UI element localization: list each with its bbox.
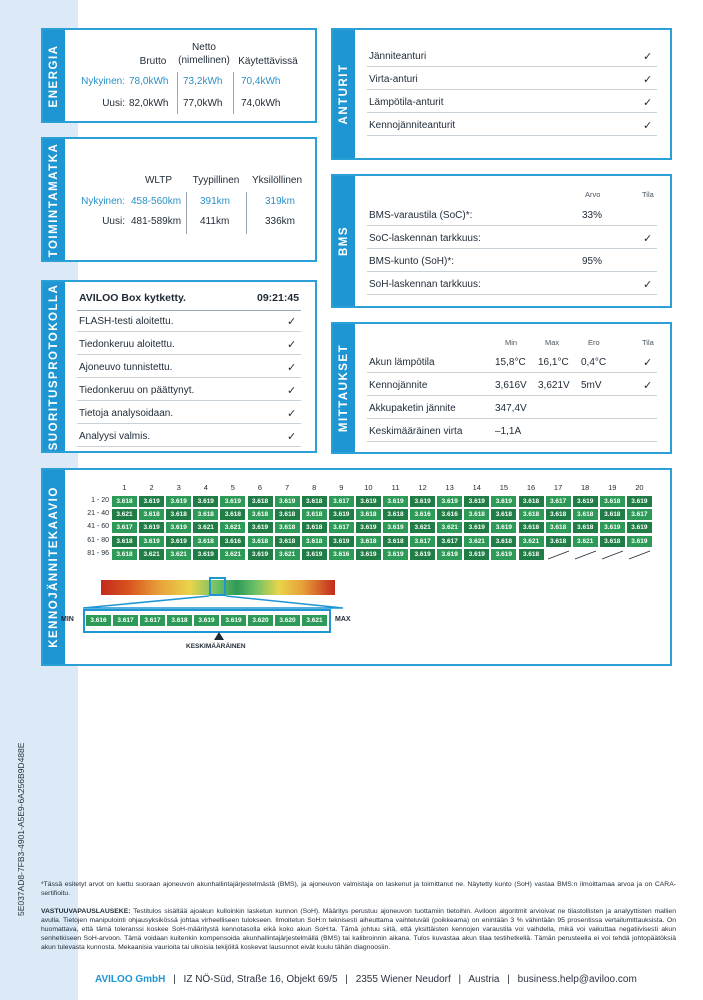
mittaukset-col-ero: Ero [588, 338, 600, 347]
bms-row-value: 95% [582, 256, 603, 267]
heatmap-cell: 3.619 [329, 509, 354, 520]
toimintamatka-new-wltp: 481-589km [131, 216, 182, 227]
energia-new-brutto: 82,0kWh [129, 98, 169, 109]
heatmap-cell: 3.618 [519, 496, 544, 507]
suoritusprotokolla-panel [41, 280, 317, 453]
scale-max-label: MAX [335, 616, 351, 623]
toimintamatka-new-tyypillinen: 411km [200, 216, 230, 227]
anturit-tab [333, 30, 355, 158]
protocol-row-divider [77, 446, 301, 447]
heatmap-cell: 3.617 [546, 496, 571, 507]
heatmap-cell: 3.619 [437, 496, 462, 507]
heatmap-cell: 3.619 [464, 549, 489, 560]
heatmap-cell: 3.618 [464, 509, 489, 520]
heatmap-cell: 3.619 [383, 549, 408, 560]
heatmap-cell: 3.619 [600, 522, 625, 533]
protocol-row-divider [77, 377, 301, 378]
protocol-item-label: FLASH-testi aloitettu. [79, 316, 174, 327]
heatmap-cell: 3.618 [220, 509, 245, 520]
heatmap-cell: 3.619 [193, 496, 218, 507]
protocol-row-divider [77, 400, 301, 401]
heatmap-cell: 3.618 [356, 509, 381, 520]
energia-panel [41, 28, 317, 123]
mittaukset-col-max: Max [545, 338, 560, 347]
bms-row-label: BMS-kunto (SoH)*: [369, 256, 455, 267]
heatmap-cell: 3.619 [410, 496, 435, 507]
heatmap-cell: 3.618 [356, 536, 381, 547]
toimintamatka-row-new-label: Uusi: [102, 216, 125, 227]
footer-contact-line: AVILOO GmbH | IZ NÖ-Süd, Straße 16, Objekt 69/5 | 2355 Wiener Neudorf | Austria | business.help@aviloo.com [95, 974, 637, 985]
heatmap-cell: 3.618 [383, 536, 408, 547]
heatmap-cell: 3.618 [275, 522, 300, 533]
energia-divider [233, 72, 234, 114]
scale-min-label: MIN [61, 616, 74, 623]
heatmap-column-number: 8 [312, 483, 317, 492]
bms-title: BMS [338, 225, 350, 257]
check-icon: ✓ [287, 431, 297, 443]
heatmap-column-number: 18 [581, 483, 590, 492]
heatmap-column-number: 12 [418, 483, 427, 492]
heatmap-cell: 3.618 [302, 496, 327, 507]
average-label: KESKIMÄÄRÄINEN [186, 643, 246, 650]
heatmap-cell: 3.618 [248, 496, 273, 507]
measurement-max: 16,1°C [538, 357, 569, 368]
energia-header-brutto: Brutto [139, 56, 167, 67]
heatmap-cell: 3.618 [600, 496, 625, 507]
energia-current-brutto: 78,0kWh [129, 76, 169, 87]
mittaukset-col-tila: Tila [642, 338, 654, 347]
check-icon: ✓ [287, 316, 297, 328]
sensor-item-label: Lämpötila-anturit [369, 97, 444, 108]
heatmap-cell: 3.618 [546, 522, 571, 533]
energia-new-kaytettavissa: 74,0kWh [241, 98, 281, 109]
heatmap-cell: 3.618 [248, 509, 273, 520]
heatmap-cell: 3.619 [139, 496, 164, 507]
measurement-label: Akkupaketin jännite [369, 403, 456, 414]
toimintamatka-row-current-label: Nykyinen: [81, 196, 125, 207]
energia-header-netto-line1: Netto [192, 42, 216, 53]
heatmap-cell: 3.619 [573, 496, 598, 507]
heatmap-column-number: 6 [257, 483, 263, 492]
check-icon: ✓ [643, 51, 653, 63]
average-marker-icon [214, 632, 224, 640]
bms-row-divider [367, 248, 657, 249]
heatmap-cell: 3.618 [112, 496, 137, 507]
heatmap-cell: 3.618 [573, 509, 598, 520]
heatmap-cell: 3.619 [464, 522, 489, 533]
measurement-max: 3,621V [538, 380, 570, 391]
toimintamatka-header-tyypillinen: Tyypillinen [192, 175, 240, 186]
energia-current-kaytettavissa: 70,4kWh [241, 76, 281, 87]
heatmap-cell: 3.619 [627, 536, 652, 547]
sensor-row-divider [367, 135, 657, 136]
toimintamatka-current-tyypillinen: 391km [200, 196, 231, 207]
heatmap-column-number: 3 [176, 483, 181, 492]
measurement-row-divider [367, 418, 657, 419]
heatmap-empty-cell [546, 549, 571, 560]
heatmap-cell: 3.618 [491, 509, 516, 520]
heatmap-cell: 3.617 [329, 522, 354, 533]
heatmap-cell: 3.619 [383, 522, 408, 533]
measurement-min: –1,1A [495, 426, 522, 437]
protocol-item-label: Tiedonkeruu aloitettu. [79, 339, 175, 350]
heatmap-empty-cell [627, 549, 652, 560]
energia-new-netto: 77,0kWh [183, 98, 223, 109]
toimintamatka-new-yksilollinen: 336km [265, 216, 296, 227]
check-icon: ✓ [643, 120, 653, 132]
heatmap-cell: 3.618 [248, 536, 273, 547]
bms-col-arvo: Arvo [585, 190, 601, 199]
protocol-item-label: Tiedonkeruu on päättynyt. [79, 385, 195, 396]
sensor-row-divider [367, 112, 657, 113]
heatmap-cell: 3.621 [464, 536, 489, 547]
heatmap-cell: 3.617 [112, 522, 137, 533]
heatmap-cell: 3.619 [356, 496, 381, 507]
heatmap-cell: 3.619 [139, 536, 164, 547]
toimintamatka-divider [246, 192, 247, 234]
bms-row-divider [367, 294, 657, 295]
scale-value: 3.618 [167, 615, 192, 626]
heatmap-cell: 3.621 [112, 509, 137, 520]
sensor-row-divider [367, 89, 657, 90]
bms-row-label: SoH-laskennan tarkkuus: [369, 279, 481, 290]
footer-city: 2355 Wiener Neudorf [355, 974, 451, 985]
heatmap-cell: 3.619 [329, 536, 354, 547]
measurement-row-divider [367, 372, 657, 373]
footer-country: Austria [468, 974, 500, 985]
heatmap-cell: 3.618 [546, 536, 571, 547]
heatmap-cell: 3.618 [383, 509, 408, 520]
heatmap-cell: 3.621 [573, 536, 598, 547]
heatmap-cell: 3.617 [627, 509, 652, 520]
heatmap-empty-cell [600, 549, 625, 560]
scale-zoom-connector [83, 594, 353, 610]
heatmap-cell: 3.618 [519, 522, 544, 533]
sensor-item-label: Jänniteanturi [369, 51, 427, 62]
heatmap-cell: 3.618 [275, 509, 300, 520]
scale-value: 3.620 [248, 615, 273, 626]
heatmap-cell: 3.621 [275, 549, 300, 560]
toimintamatka-current-wltp: 458-560km [131, 196, 182, 207]
heatmap-cell: 3.618 [546, 509, 571, 520]
scale-value: 3.616 [86, 615, 111, 626]
bms-row-label: BMS-varaustila (SoC)*: [369, 210, 473, 221]
heatmap-cell: 3.621 [193, 522, 218, 533]
disclaimer [41, 907, 676, 952]
heatmap-cell: 3.618 [193, 536, 218, 547]
heatmap-cell: 3.617 [410, 536, 435, 547]
heatmap-cell: 3.621 [519, 536, 544, 547]
sensor-item-label: Kennojänniteanturit [369, 120, 456, 131]
heatmap-cell: 3.618 [573, 522, 598, 533]
heatmap-cell: 3.618 [519, 509, 544, 520]
heatmap-cell: 3.619 [410, 549, 435, 560]
heatmap-cell: 3.619 [193, 549, 218, 560]
kennojannitekaavio-panel [41, 468, 672, 666]
kennojannitekaavio-tab [43, 470, 65, 664]
scale-value: 3.619 [194, 615, 219, 626]
footnote: *Tässä esitetyt arvot on luettu suoraan ajoneuvon akunhallintajärjestelmästä (BMS), ja ajoneuvon valmistaja on laskenut ja toimittanut ne. Näytetty kunto (SoH) vastaa BMS:n ilmoittamaa arvoa ja on CARA-sertifioitu. [41, 881, 676, 897]
heatmap-column-number: 19 [608, 483, 617, 492]
heatmap-column-number: 20 [635, 483, 644, 492]
scale-value: 3.621 [302, 615, 327, 626]
bms-row-label: SoC-laskennan tarkkuus: [369, 233, 481, 244]
footer-email[interactable]: business.help@aviloo.com [517, 974, 637, 985]
heatmap-row-label: 41 - 60 [87, 523, 109, 531]
check-icon: ✓ [643, 97, 653, 109]
heatmap-cell: 3.619 [491, 522, 516, 533]
heatmap-column-number: 2 [149, 483, 154, 492]
heatmap-column-number: 11 [391, 483, 400, 492]
suoritusprotokolla-title: SUORITUSPROTOKOLLA [48, 283, 60, 450]
heatmap-column-number: 1 [122, 483, 127, 492]
heatmap-cell: 3.619 [275, 496, 300, 507]
heatmap-cell: 3.619 [248, 549, 273, 560]
measurement-label: Akun lämpötila [369, 357, 435, 368]
bms-panel [331, 174, 672, 308]
heatmap-cell: 3.616 [220, 536, 245, 547]
heatmap-cell: 3.616 [329, 549, 354, 560]
mittaukset-tab [333, 324, 355, 452]
measurement-min: 347,4V [495, 403, 527, 414]
heatmap-cell: 3.619 [139, 522, 164, 533]
toimintamatka-divider [186, 192, 187, 234]
sensor-item-label: Virta-anturi [369, 74, 418, 85]
bms-row-value: 33% [582, 210, 603, 221]
energia-title: ENERGIA [48, 44, 60, 107]
heatmap-cell: 3.617 [437, 536, 462, 547]
heatmap-cell: 3.616 [437, 509, 462, 520]
heatmap-cell: 3.619 [627, 496, 652, 507]
heatmap-cell: 3.621 [139, 549, 164, 560]
disclaimer-title: VASTUUVAPAUSLAUSEKE: [41, 908, 131, 915]
energia-header-kaytettavissa: Käytettävissä [238, 56, 298, 67]
energia-current-netto: 73,2kWh [183, 76, 223, 87]
heatmap-empty-cell [573, 549, 598, 560]
heatmap-cell: 3.618 [112, 549, 137, 560]
scale-value: 3.617 [140, 615, 165, 626]
protocol-item-label: Analyysi valmis. [79, 431, 151, 442]
measurement-label: Keskimääräinen virta [369, 426, 463, 437]
heatmap-column-number: 15 [499, 483, 509, 492]
heatmap-cell: 3.617 [329, 496, 354, 507]
check-icon: ✓ [287, 362, 297, 374]
document-id: 5E037AD8-7FB3-4901-A5E9-6A256B9D488E [16, 742, 26, 916]
bms-tab [333, 176, 355, 306]
heatmap-column-number: 5 [230, 483, 235, 492]
heatmap-column-number: 4 [203, 483, 208, 492]
protocol-item-label: Ajoneuvo tunnistettu. [79, 362, 173, 373]
protocol-item-label: Tietoja analysoidaan. [79, 408, 174, 419]
check-icon: ✓ [643, 357, 653, 369]
heatmap-cell: 3.621 [410, 522, 435, 533]
mittaukset-col-min: Min [505, 338, 518, 347]
heatmap-column-number: 16 [526, 483, 536, 492]
measurement-ero: 5mV [581, 380, 602, 391]
heatmap-cell: 3.618 [600, 509, 625, 520]
heatmap-cell: 3.618 [112, 536, 137, 547]
suoritusprotokolla-tab [43, 282, 65, 451]
disclaimer-text: Testitulos sisältää ajoakun kulloinkin lasketun kunnon (SoH). Määritys perustuu ajoneuvon tuottamiin tietoihin. Aviloon algoritmit arvioivat ne tilastollisten ja analyyttisten mallien avulla. Tietojen manipulointi ohjausyksikössä johtaa virheelliseen tulokseen. Ilmoitetun SoH:n teknisesti aiheuttama vaihteluväli (poikkeama) on enintään 3 % vähintään 95 prosentissa vertailumittauksista. On huomattava, että tämä toleranssi koskee SoH-määritystä kennotasolla eikä koko akun SoH:ta. Tämä johtuu siitä, että yksittäisten kennojen varaustila voi vaihdella, mikä voi vaikuttaa negatiivisesti akun senhetkiseen SoH-arvoon. Tämä voidaan kuitenkin kompensoida akunhallintajärjestelmällä (BMS) tai kalibroinnin aikana. Tulos kuvastaa akun tilaa testihetkellä. Tämän perusteella ei voi tehdä johtopäätöksiä akun tulevasta kunnosta. Mekaanisia vaurioita tai ulkoisia tekijöitä koskevat lausunnot eivät kuulu tähän diagnoosiin. [41, 908, 676, 951]
toimintamatka-panel [41, 137, 317, 262]
heatmap-row-label: 21 - 40 [87, 510, 109, 518]
anturit-title: ANTURIT [338, 63, 350, 125]
heatmap-cell: 3.619 [464, 496, 489, 507]
toimintamatka-header-wltp: WLTP [144, 175, 173, 186]
heatmap-cell: 3.618 [302, 509, 327, 520]
heatmap-cell: 3.619 [491, 549, 516, 560]
bms-col-tila: Tila [642, 190, 654, 199]
footer-address: IZ NÖ-Süd, Straße 16, Objekt 69/5 [183, 974, 338, 985]
heatmap-cell: 3.618 [139, 509, 164, 520]
heatmap-cell: 3.621 [166, 549, 191, 560]
heatmap-row-label: 61 - 80 [87, 536, 109, 544]
heatmap-column-number: 7 [285, 483, 290, 492]
kennojannitekaavio-title: KENNOJÄNNITEKAAVIO [48, 486, 60, 648]
heatmap-cell: 3.621 [220, 549, 245, 560]
heatmap-row-label: 1 - 20 [91, 497, 109, 504]
measurement-min: 3,616V [495, 380, 527, 391]
heatmap-cell: 3.618 [302, 522, 327, 533]
heatmap-cell: 3.618 [193, 509, 218, 520]
heatmap-cell: 3.619 [491, 496, 516, 507]
heatmap-cell: 3.618 [600, 536, 625, 547]
heatmap-cell: 3.621 [220, 522, 245, 533]
heatmap-cell: 3.619 [627, 522, 652, 533]
heatmap-column-number: 17 [553, 483, 563, 492]
heatmap-cell: 3.618 [491, 536, 516, 547]
heatmap-cell: 3.619 [356, 522, 381, 533]
heatmap-column-number: 9 [339, 483, 344, 492]
energia-row-current-label: Nykyinen: [81, 76, 125, 87]
heatmap-cell: 3.621 [437, 522, 462, 533]
heatmap-cell: 3.618 [166, 509, 191, 520]
heatmap-cell: 3.618 [275, 536, 300, 547]
heatmap-cell: 3.619 [248, 522, 273, 533]
heatmap-cell: 3.619 [383, 496, 408, 507]
heatmap-cell: 3.616 [410, 509, 435, 520]
footer-company: AVILOO GmbH [95, 974, 166, 985]
heatmap-cell: 3.619 [166, 496, 191, 507]
mittaukset-title: MITTAUKSET [338, 343, 350, 433]
energia-header-netto-line2: (nimellinen) [178, 55, 230, 66]
measurement-row-divider [367, 395, 657, 396]
check-icon: ✓ [643, 74, 653, 86]
protocol-divider [77, 310, 301, 311]
scale-value: 3.619 [221, 615, 246, 626]
protocol-row-divider [77, 423, 301, 424]
heatmap-cell: 3.619 [220, 496, 245, 507]
bms-row-divider [367, 225, 657, 226]
heatmap-cell: 3.618 [519, 549, 544, 560]
check-icon: ✓ [287, 339, 297, 351]
heatmap-column-number: 14 [472, 483, 481, 492]
toimintamatka-current-yksilollinen: 319km [265, 196, 296, 207]
energia-divider [177, 72, 178, 114]
heatmap-row-label: 81 - 96 [87, 549, 109, 557]
sensor-row-divider [367, 66, 657, 67]
protocol-row-divider [77, 331, 301, 332]
toimintamatka-tab [43, 139, 65, 260]
check-icon: ✓ [643, 380, 653, 392]
heatmap-cell: 3.619 [356, 549, 381, 560]
protocol-header: AVILOO Box kytketty. [79, 292, 186, 304]
energia-tab [43, 30, 65, 121]
check-icon: ✓ [287, 385, 297, 397]
protocol-time: 09:21:45 [257, 292, 300, 304]
scale-value: 3.617 [113, 615, 138, 626]
energia-row-new-label: Uusi: [102, 98, 125, 109]
measurement-row-divider [367, 441, 657, 442]
heatmap-cell: 3.619 [166, 536, 191, 547]
heatmap-cell: 3.619 [302, 549, 327, 560]
scale-value: 3.620 [275, 615, 300, 626]
measurement-label: Kennojännite [369, 380, 428, 391]
heatmap-column-number: 13 [445, 483, 454, 492]
heatmap-column-number: 10 [364, 483, 373, 492]
heatmap-cell: 3.619 [437, 549, 462, 560]
toimintamatka-header-yksilollinen: Yksilöllinen [251, 175, 303, 186]
heatmap-cell: 3.619 [166, 522, 191, 533]
check-icon: ✓ [643, 233, 653, 245]
toimintamatka-title: TOIMINTAMATKA [48, 142, 60, 257]
measurement-min: 15,8°C [495, 357, 526, 368]
anturit-panel [331, 28, 672, 160]
measurement-ero: 0,4°C [581, 357, 607, 368]
heatmap-cell: 3.618 [302, 536, 327, 547]
mittaukset-panel [331, 322, 672, 454]
check-icon: ✓ [287, 408, 297, 420]
protocol-row-divider [77, 354, 301, 355]
check-icon: ✓ [643, 279, 653, 291]
bms-row-divider [367, 271, 657, 272]
